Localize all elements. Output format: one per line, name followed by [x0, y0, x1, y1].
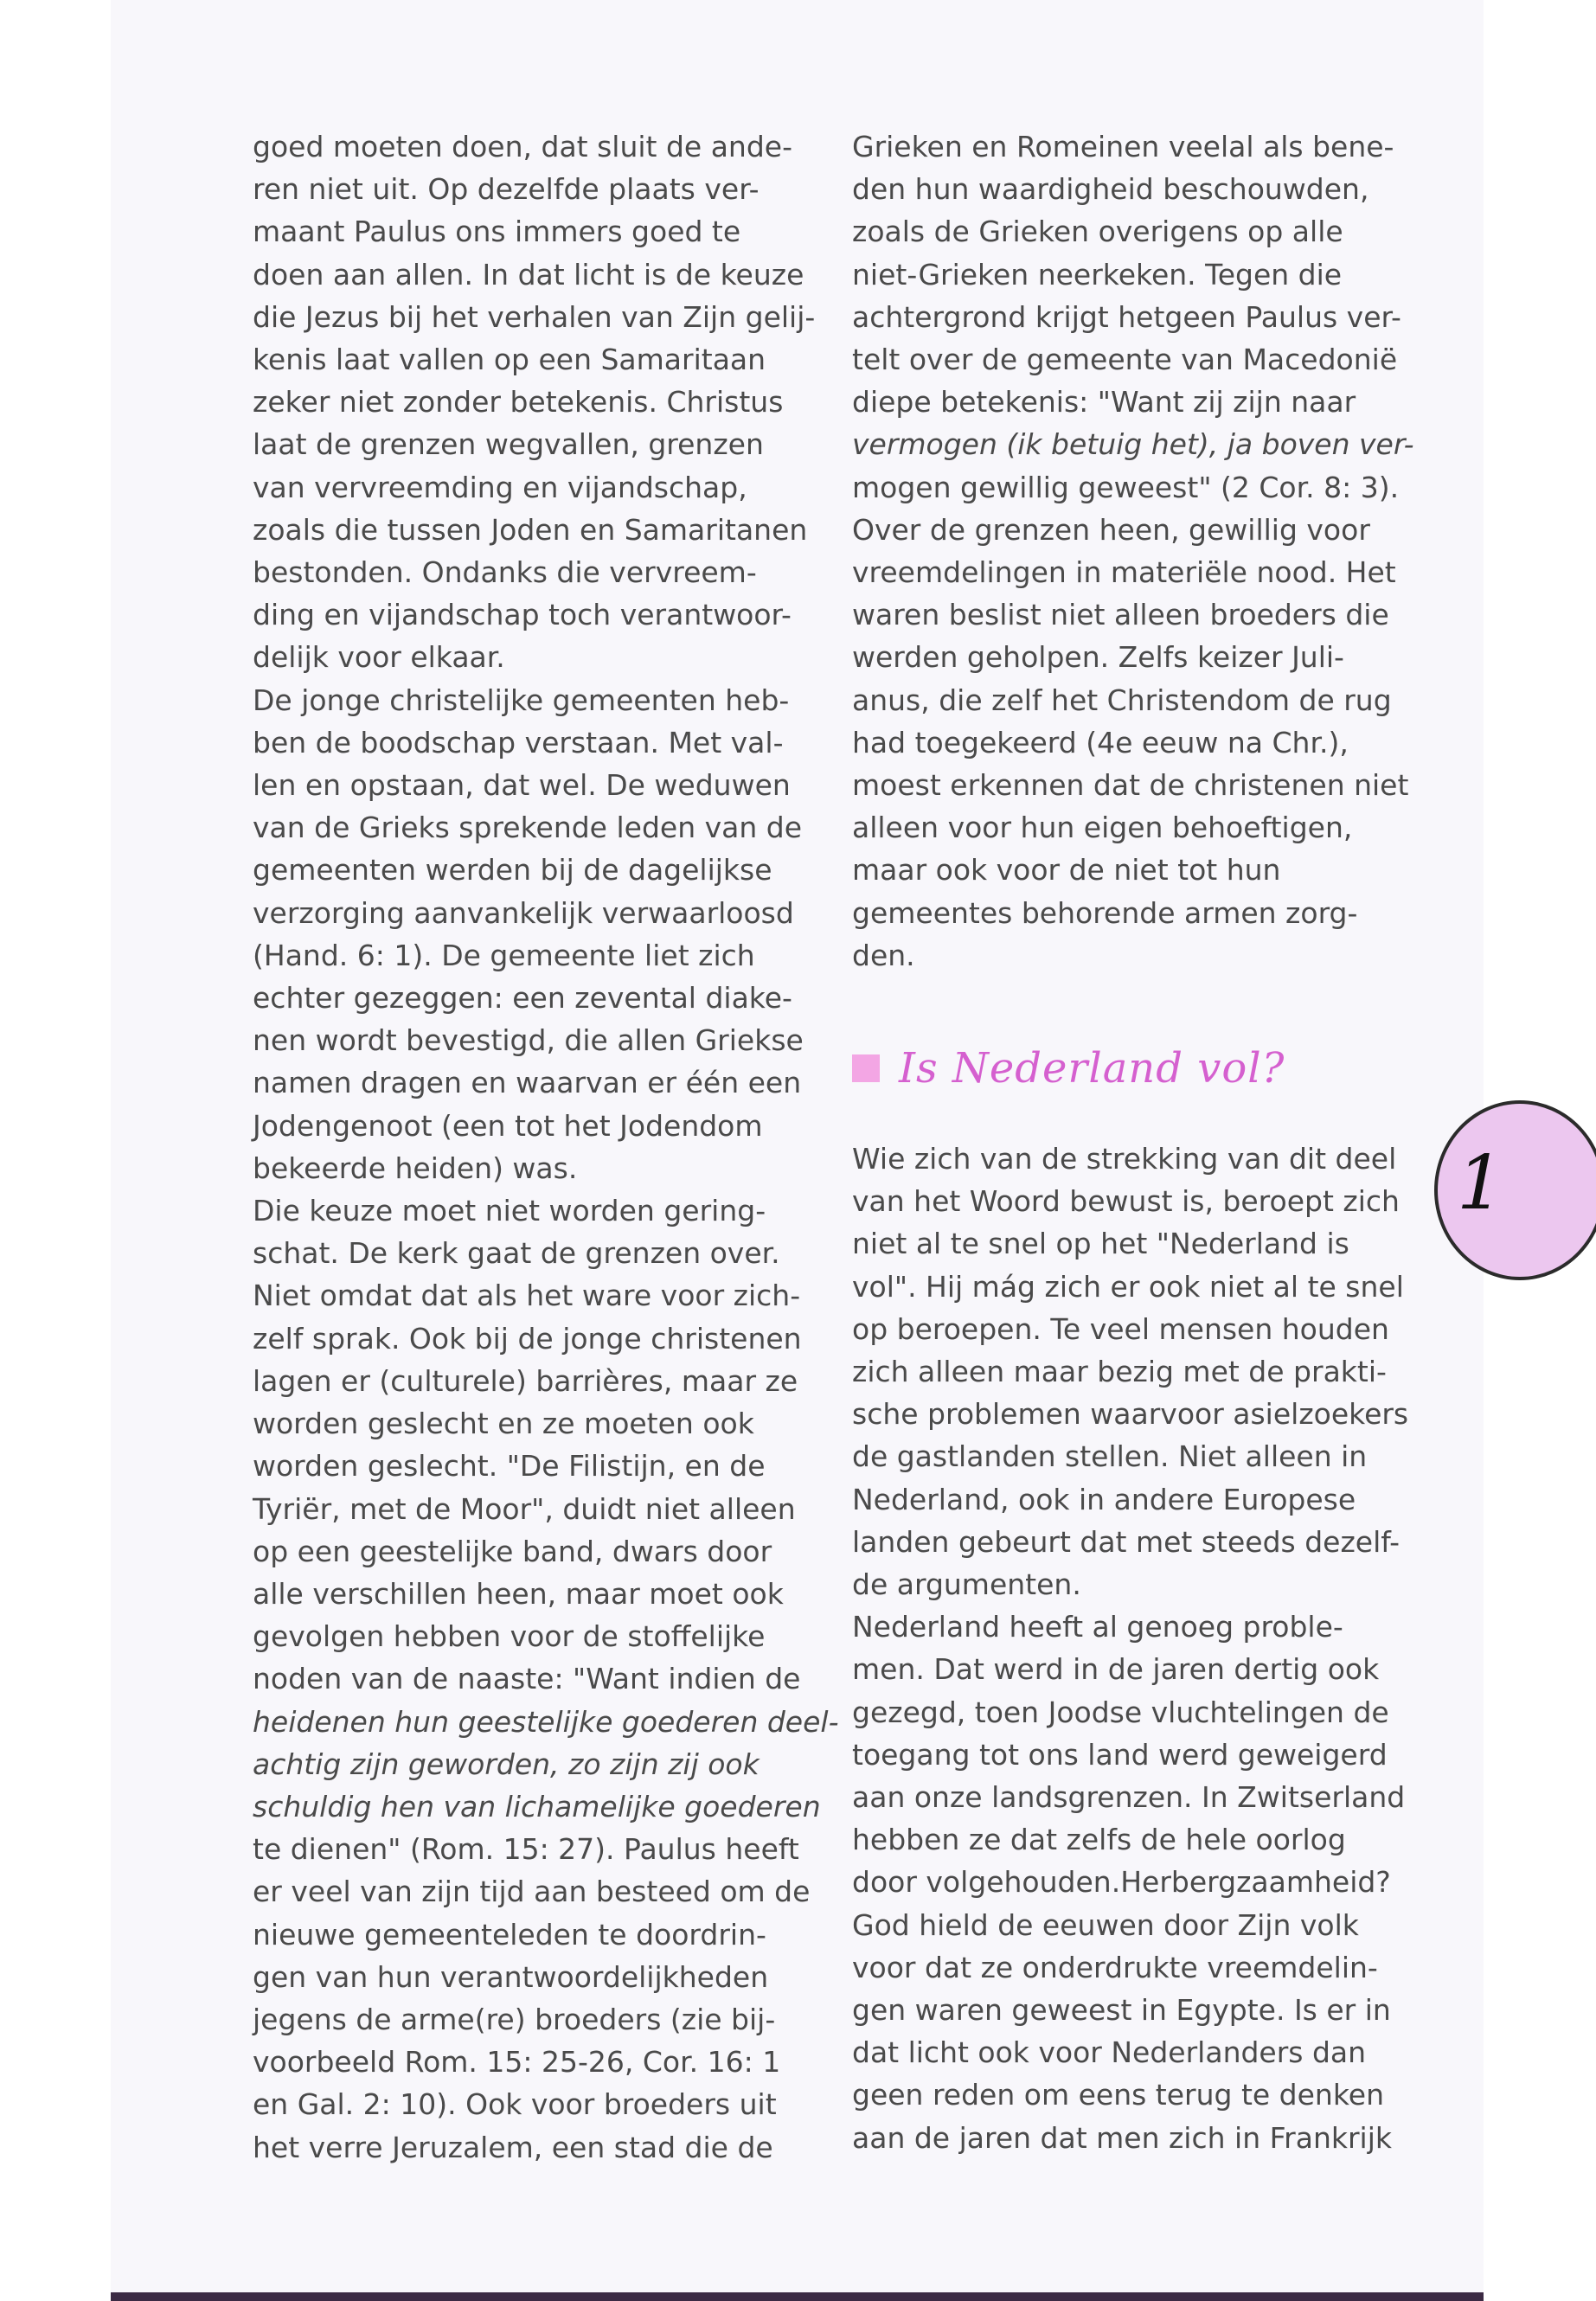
- text-line: jegens de arme(re) broeders (zie bij-: [253, 2002, 776, 2036]
- text-line: (Hand. 6: 1). De gemeente liet zich: [253, 938, 755, 972]
- text-line: op beroepen. Te veel mensen houden: [852, 1311, 1389, 1346]
- text-line: maant Paulus ons immers goed te: [253, 215, 741, 249]
- text-line: sche problemen waarvoor asielzoekers: [852, 1397, 1409, 1432]
- text-line: niet al te snel op het "Nederland is: [852, 1227, 1349, 1261]
- text-line: mogen gewillig geweest" (2 Cor. 8: 3).: [852, 470, 1400, 504]
- text-line: worden geslecht. "De Filistijn, en de: [253, 1449, 766, 1484]
- text-line: aan onze landsgrenzen. In Zwitserland: [852, 1780, 1406, 1815]
- text-line: nen wordt bevestigd, die allen Griekse: [253, 1023, 804, 1058]
- text-line: hebben ze dat zelfs de hele oorlog: [852, 1823, 1346, 1857]
- text-line: telt over de gemeente van Macedonië: [852, 343, 1398, 377]
- text-line: toegang tot ons land werd geweigerd: [852, 1737, 1388, 1772]
- text-line: ding en vijandschap toch verantwoor-: [253, 598, 792, 632]
- text-line: Die keuze moet niet worden gering-: [253, 1194, 766, 1228]
- text-line: laat de grenzen wegvallen, grenzen: [253, 427, 764, 462]
- text-line: maar ook voor de niet tot hun: [852, 853, 1281, 888]
- text-line: vreemdelingen in materiële nood. Het: [852, 555, 1396, 590]
- text-line: te dienen" (Rom. 15: 27). Paulus heeft: [253, 1832, 799, 1867]
- text-line: De jonge christelijke gemeenten heb-: [253, 683, 790, 717]
- text-line: verzorging aanvankelijk verwaarloosd: [253, 895, 794, 930]
- text-line: Nederland heeft al genoeg proble-: [852, 1610, 1343, 1644]
- text-line: van de Grieks sprekende leden van de: [253, 811, 803, 845]
- text-line: het verre Jeruzalem, een stad die de: [253, 2130, 773, 2164]
- text-line: er veel van zijn tijd aan besteed om de: [253, 1875, 811, 1909]
- text-line: goed moeten doen, dat sluit de ande-: [253, 130, 793, 163]
- text-line: aan de jaren dat men zich in Frankrijk: [852, 2120, 1393, 2155]
- text-line: doen aan allen. In dat licht is de keuze: [253, 257, 804, 292]
- text-line: vermogen (ik betuig het), ja boven ver-: [852, 427, 1414, 462]
- text-line: op een geestelijke band, dwars door: [253, 1534, 772, 1568]
- text-line: schuldig hen van lichamelijke goederen: [253, 1789, 821, 1823]
- text-line: achtig zijn geworden, zo zijn zij ook: [253, 1747, 760, 1781]
- text-line: van vervreemding en vijandschap,: [253, 470, 747, 504]
- right-text-column-top: [852, 125, 1440, 977]
- text-line: ren niet uit. Op dezelfde plaats ver-: [253, 172, 760, 207]
- text-line: gen waren geweest in Egypte. Is er in: [852, 1993, 1391, 2028]
- text-line: Niet omdat dat als het ware voor zich-: [253, 1279, 801, 1313]
- text-line: den hun waardigheid beschouwden,: [852, 172, 1369, 207]
- text-line: diepe betekenis: "Want zij zijn naar: [852, 385, 1356, 420]
- text-line: gezegd, toen Joodse vluchtelingen de: [852, 1695, 1389, 1729]
- text-line: zeker niet zonder betekenis. Christus: [253, 385, 784, 420]
- text-line: had toegekeerd (4e eeuw na Chr.),: [852, 725, 1349, 760]
- text-line: lagen er (culturele) barrières, maar ze: [253, 1363, 798, 1398]
- text-line: Tyriër, met de Moor", duidt niet alleen: [253, 1491, 796, 1526]
- text-line: dat licht ook voor Nederlanders dan: [852, 2035, 1367, 2070]
- text-line: nieuwe gemeenteleden te doordrin-: [253, 1917, 766, 1952]
- text-line: God hield de eeuwen door Zijn volk: [852, 1907, 1359, 1942]
- section-heading-title: Is Nederland vol?: [899, 1044, 1285, 1093]
- text-line: die Jezus bij het verhalen van Zijn gelij-: [253, 299, 816, 334]
- text-line: geen reden om eens terug te denken: [852, 2078, 1384, 2112]
- text-line: landen gebeurt dat met steeds dezelf-: [852, 1524, 1400, 1559]
- text-line: niet-Grieken neerkeken. Tegen die: [852, 257, 1343, 292]
- heading-square-icon: [852, 1054, 880, 1082]
- text-line: Nederland, ook in andere Europese: [852, 1482, 1356, 1516]
- section-heading: [852, 1042, 1285, 1094]
- text-line: Over de grenzen heen, gewillig voor: [852, 512, 1370, 547]
- text-line: zich alleen maar bezig met de prakti-: [852, 1355, 1387, 1389]
- text-line: voorbeeld Rom. 15: 25-26, Cor. 16: 1: [253, 2045, 781, 2080]
- text-line: bestonden. Ondanks die vervreem-: [253, 555, 757, 590]
- text-line: zelf sprak. Ook bij de jonge christenen: [253, 1321, 802, 1356]
- bottom-bar: [111, 2292, 1484, 2301]
- text-line: men. Dat werd in de jaren dertig ook: [852, 1652, 1380, 1687]
- text-line: bekeerde heiden) was.: [253, 1150, 578, 1185]
- text-line: delijk voor elkaar.: [253, 640, 505, 675]
- text-line: alle verschillen heen, maar moet ook: [253, 1576, 784, 1611]
- text-line: namen dragen en waarvan er één een: [253, 1066, 802, 1100]
- right-text-column-bottom: [852, 1138, 1440, 2159]
- text-line: echter gezeggen: een zevental diake-: [253, 981, 792, 1016]
- text-line: de argumenten.: [852, 1567, 1081, 1602]
- text-line: door volgehouden.Herbergzaamheid?: [852, 1865, 1391, 1900]
- text-line: ben de boodschap verstaan. Met val-: [253, 725, 784, 760]
- text-line: len en opstaan, dat wel. De weduwen: [253, 768, 791, 803]
- text-line: werden geholpen. Zelfs keizer Juli-: [852, 640, 1344, 675]
- text-line: gen van hun verantwoordelijkheden: [253, 1959, 769, 1994]
- text-line: gemeentes behorende armen zorg-: [852, 895, 1358, 930]
- text-line: moest erkennen dat de christenen niet: [852, 768, 1409, 803]
- text-line: zoals die tussen Joden en Samaritanen: [253, 512, 808, 547]
- text-line: alleen voor hun eigen behoeftigen,: [852, 811, 1353, 845]
- text-line: de gastlanden stellen. Niet alleen in: [852, 1439, 1368, 1474]
- text-line: zoals de Grieken overigens op alle: [852, 215, 1343, 249]
- text-line: schat. De kerk gaat de grenzen over.: [253, 1236, 780, 1271]
- page-number: 1: [1457, 1140, 1504, 1227]
- page-number-tab: [1434, 1100, 1596, 1280]
- text-line: voor dat ze onderdrukte vreemdelin-: [852, 1950, 1378, 1984]
- text-line: kenis laat vallen op een Samaritaan: [253, 343, 766, 377]
- text-line: anus, die zelf het Christendom de rug: [852, 683, 1392, 717]
- text-line: gevolgen hebben voor de stoffelijke: [253, 1619, 766, 1654]
- left-text-column: [253, 125, 841, 2169]
- text-line: en Gal. 2: 10). Ook voor broeders uit: [253, 2087, 777, 2122]
- text-line: den.: [852, 938, 915, 972]
- text-line: waren beslist niet alleen broeders die: [852, 598, 1389, 632]
- text-line: Wie zich van de strekking van dit deel: [852, 1142, 1397, 1176]
- text-line: achtergrond krijgt hetgeen Paulus ver-: [852, 299, 1401, 334]
- text-line: gemeenten werden bij de dagelijkse: [253, 853, 772, 888]
- text-line: Jodengenoot (een tot het Jodendom: [253, 1108, 763, 1143]
- text-line: Grieken en Romeinen veelal als bene-: [852, 130, 1394, 163]
- text-line: vol". Hij mág zich er ook niet al te snel: [852, 1269, 1404, 1304]
- text-line: heidenen hun geestelijke goederen deel-: [253, 1704, 839, 1739]
- text-line: van het Woord bewust is, beroept zich: [852, 1184, 1400, 1219]
- text-line: worden geslecht en ze moeten ook: [253, 1407, 754, 1441]
- text-line: noden van de naaste: "Want indien de: [253, 1662, 801, 1696]
